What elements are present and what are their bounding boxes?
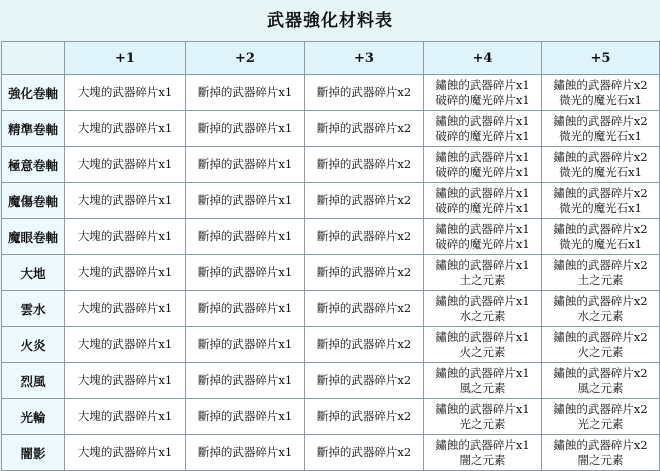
cell-line: 微光的魔光石x1 (559, 128, 642, 143)
table-row (2, 219, 660, 255)
cell-line: 鏽蝕的武器碎片x2 (553, 221, 648, 236)
table-cell (186, 111, 305, 147)
table-cell (186, 219, 305, 255)
corner-cell (2, 42, 65, 75)
cell-line: 光之元素 (459, 416, 506, 431)
table-cell (424, 363, 542, 399)
cell-line: 鏽蝕的武器碎片x1 (435, 185, 530, 200)
cell-line: 鏽蝕的武器碎片x2 (553, 293, 648, 308)
cell-line: 鏽蝕的武器碎片x2 (553, 149, 648, 164)
cell-line: 鏽蝕的武器碎片x1 (435, 257, 530, 272)
cell-line: 大塊的武器碎片x1 (77, 409, 173, 423)
table-cell (542, 363, 660, 399)
table-cell (65, 111, 186, 147)
table-cell (186, 291, 305, 327)
cell-line: 斷掉的武器碎片x1 (197, 445, 293, 459)
table-cell (542, 111, 660, 147)
table-cell (186, 435, 305, 471)
cell-line: 破碎的魔光碎片x1 (435, 92, 530, 107)
cell-line: 微光的魔光石x1 (559, 236, 642, 251)
table-title: 武器強化材料表 (0, 1, 660, 41)
cell-line: 大塊的武器碎片x1 (77, 85, 173, 99)
table-cell (65, 75, 186, 111)
table-cell (305, 327, 424, 363)
table-row (2, 147, 660, 183)
table-cell (542, 147, 660, 183)
cell-line: 斷掉的武器碎片x2 (316, 301, 412, 315)
cell-line: 鏽蝕的武器碎片x2 (553, 401, 648, 416)
cell-line: 斷掉的武器碎片x2 (316, 265, 412, 279)
cell-line: 破碎的魔光碎片x1 (435, 200, 530, 215)
cell-line: 大塊的武器碎片x1 (77, 373, 173, 387)
row-header: 雲水 (2, 291, 65, 327)
cell-line: 斷掉的武器碎片x2 (316, 85, 412, 99)
cell-line: 大塊的武器碎片x1 (77, 301, 173, 315)
row-header: 闇影 (2, 435, 65, 471)
table-cell (542, 219, 660, 255)
cell-line: 鏽蝕的武器碎片x1 (435, 437, 530, 452)
table-row (2, 255, 660, 291)
cell-line: 斷掉的武器碎片x2 (316, 193, 412, 207)
cell-line: 鏽蝕的武器碎片x1 (435, 293, 530, 308)
cell-line: 斷掉的武器碎片x1 (197, 409, 293, 423)
table-cell (305, 219, 424, 255)
table-cell (186, 399, 305, 435)
table-cell (424, 399, 542, 435)
cell-line: 土之元素 (459, 272, 506, 287)
table-cell (424, 435, 542, 471)
table-cell (186, 327, 305, 363)
cell-line: 鏽蝕的武器碎片x2 (553, 257, 648, 272)
cell-line: 鏽蝕的武器碎片x2 (553, 77, 648, 92)
column-header: +5 (542, 42, 660, 75)
cell-line: 大塊的武器碎片x1 (77, 157, 173, 171)
cell-line: 火之元素 (577, 344, 624, 359)
cell-line: 斷掉的武器碎片x2 (316, 373, 412, 387)
table-cell (542, 327, 660, 363)
table-row (2, 363, 660, 399)
table-cell (305, 255, 424, 291)
table-cell (65, 327, 186, 363)
table-cell (65, 363, 186, 399)
cell-line: 大塊的武器碎片x1 (77, 229, 173, 243)
cell-line: 微光的魔光石x1 (559, 164, 642, 179)
cell-line: 火之元素 (459, 344, 506, 359)
table-cell (305, 435, 424, 471)
cell-line: 斷掉的武器碎片x2 (316, 409, 412, 423)
table-cell (305, 111, 424, 147)
cell-line: 鏽蝕的武器碎片x1 (435, 149, 530, 164)
table-cell (305, 183, 424, 219)
table-cell (65, 291, 186, 327)
cell-line: 斷掉的武器碎片x2 (316, 121, 412, 135)
cell-line: 水之元素 (459, 308, 506, 323)
table-row (2, 183, 660, 219)
table-row (2, 435, 660, 471)
cell-line: 闇之元素 (577, 452, 624, 467)
cell-line: 鏽蝕的武器碎片x1 (435, 365, 530, 380)
row-header: 烈風 (2, 363, 65, 399)
row-header: 極意卷軸 (2, 147, 65, 183)
table-cell (542, 75, 660, 111)
table-row (2, 291, 660, 327)
cell-line: 土之元素 (577, 272, 624, 287)
cell-line: 破碎的魔光碎片x1 (435, 236, 530, 251)
cell-line: 斷掉的武器碎片x2 (316, 337, 412, 351)
cell-line: 斷掉的武器碎片x1 (197, 85, 293, 99)
table-cell (424, 291, 542, 327)
table-cell (305, 363, 424, 399)
cell-line: 闇之元素 (459, 452, 506, 467)
cell-line: 斷掉的武器碎片x1 (197, 265, 293, 279)
table-cell (542, 291, 660, 327)
row-header: 火炎 (2, 327, 65, 363)
table-cell (186, 363, 305, 399)
cell-line: 水之元素 (577, 308, 624, 323)
row-header: 光輪 (2, 399, 65, 435)
table-cell (65, 219, 186, 255)
table-cell (542, 255, 660, 291)
table-cell (305, 399, 424, 435)
table-row (2, 399, 660, 435)
cell-line: 斷掉的武器碎片x2 (316, 229, 412, 243)
table-cell (65, 255, 186, 291)
table-cell (424, 111, 542, 147)
table-cell (186, 183, 305, 219)
table-cell (424, 183, 542, 219)
table-cell (424, 327, 542, 363)
cell-line: 斷掉的武器碎片x1 (197, 157, 293, 171)
cell-line: 鏽蝕的武器碎片x2 (553, 113, 648, 128)
table-cell (424, 147, 542, 183)
table-cell (542, 435, 660, 471)
cell-line: 鏽蝕的武器碎片x1 (435, 221, 530, 236)
cell-line: 大塊的武器碎片x1 (77, 337, 173, 351)
header-row (2, 42, 660, 75)
cell-line: 鏽蝕的武器碎片x1 (435, 113, 530, 128)
row-header: 魔眼卷軸 (2, 219, 65, 255)
cell-line: 斷掉的武器碎片x2 (316, 445, 412, 459)
table-row (2, 327, 660, 363)
table-cell (542, 399, 660, 435)
table-cell (65, 147, 186, 183)
column-header: +1 (65, 42, 186, 75)
cell-line: 鏽蝕的武器碎片x1 (435, 77, 530, 92)
row-header: 大地 (2, 255, 65, 291)
table-cell (305, 75, 424, 111)
table-cell (305, 291, 424, 327)
table-cell (424, 255, 542, 291)
table-cell (186, 255, 305, 291)
table-row (2, 111, 660, 147)
cell-line: 鏽蝕的武器碎片x2 (553, 365, 648, 380)
cell-line: 破碎的魔光碎片x1 (435, 164, 530, 179)
cell-line: 斷掉的武器碎片x2 (316, 157, 412, 171)
column-header: +3 (305, 42, 424, 75)
cell-line: 斷掉的武器碎片x1 (197, 229, 293, 243)
materials-table (1, 41, 660, 471)
table-cell (305, 147, 424, 183)
cell-line: 微光的魔光石x1 (559, 200, 642, 215)
cell-line: 斷掉的武器碎片x1 (197, 373, 293, 387)
table-cell (65, 183, 186, 219)
cell-line: 斷掉的武器碎片x1 (197, 337, 293, 351)
table-body (2, 75, 660, 471)
table-cell (424, 219, 542, 255)
cell-line: 大塊的武器碎片x1 (77, 193, 173, 207)
row-header: 強化卷軸 (2, 75, 65, 111)
table-cell (65, 435, 186, 471)
cell-line: 破碎的魔光碎片x1 (435, 128, 530, 143)
cell-line: 大塊的武器碎片x1 (77, 265, 173, 279)
cell-line: 大塊的武器碎片x1 (77, 121, 173, 135)
cell-line: 斷掉的武器碎片x1 (197, 301, 293, 315)
table-cell (186, 75, 305, 111)
row-header: 魔傷卷軸 (2, 183, 65, 219)
cell-line: 風之元素 (577, 380, 624, 395)
table-cell (65, 399, 186, 435)
cell-line: 光之元素 (577, 416, 624, 431)
cell-line: 鏽蝕的武器碎片x2 (553, 185, 648, 200)
column-header: +4 (424, 42, 542, 75)
cell-line: 鏽蝕的武器碎片x1 (435, 401, 530, 416)
table-row (2, 75, 660, 111)
column-header: +2 (186, 42, 305, 75)
row-header: 精準卷軸 (2, 111, 65, 147)
cell-line: 斷掉的武器碎片x1 (197, 121, 293, 135)
cell-line: 鏽蝕的武器碎片x2 (553, 437, 648, 452)
cell-line: 斷掉的武器碎片x1 (197, 193, 293, 207)
cell-line: 鏽蝕的武器碎片x2 (553, 329, 648, 344)
cell-line: 鏽蝕的武器碎片x1 (435, 329, 530, 344)
cell-line: 微光的魔光石x1 (559, 92, 642, 107)
cell-line: 大塊的武器碎片x1 (77, 445, 173, 459)
table-cell (186, 147, 305, 183)
cell-line: 風之元素 (459, 380, 506, 395)
table-cell (542, 183, 660, 219)
table-cell (424, 75, 542, 111)
